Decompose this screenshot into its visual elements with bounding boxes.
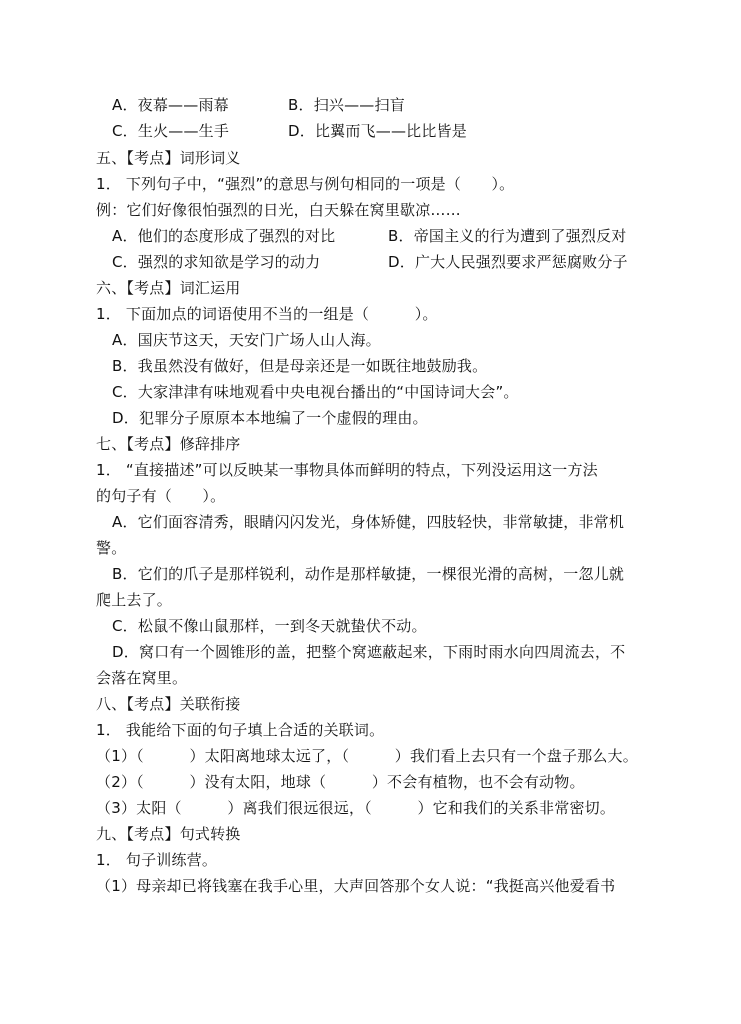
- fill-blank-item: （2）（ ）没有太阳，地球（ ）不会有植物，也不会有动物。: [96, 773, 585, 791]
- example-sentence: 例：它们好像很怕强烈的日光，白天躲在窝里歇凉……: [96, 201, 461, 219]
- question-text: 1． 句子训练营。: [96, 851, 218, 869]
- question-text: 1． “直接描述”可以反映某一事物具体而鲜明的特点，下列没运用这一方法: [96, 461, 598, 479]
- option-a-line: A．夜幕——雨幕: [112, 96, 229, 114]
- option-b-line: B．帝国主义的行为遭到了强烈反对: [388, 227, 627, 245]
- section-heading: 六、【考点】词汇运用: [96, 279, 241, 297]
- option-b-line: B．它们的爪子是那样锐利，动作是那样敏捷，一棵很光滑的高树，一忽儿就: [112, 565, 625, 583]
- section-heading: 五、【考点】词形词义: [96, 149, 241, 167]
- question-text: 1． 我能给下面的句子填上合适的关联词。: [96, 721, 385, 739]
- option-d-line: D．比翼而飞——比比皆是: [288, 122, 467, 140]
- option-a-line: A．他们的态度形成了强烈的对比: [112, 227, 336, 245]
- section-heading: 八、【考点】关联衔接: [96, 695, 241, 713]
- option-d-continued: 会落在窝里。: [96, 669, 188, 687]
- option-c-line: C．生火——生手: [112, 122, 230, 140]
- question-text-continued: 的句子有（ ）。: [96, 487, 226, 505]
- option-b-line: B．我虽然没有做好，但是母亲还是一如既往地鼓励我。: [112, 357, 488, 375]
- section-heading: 九、【考点】句式转换: [96, 825, 241, 843]
- option-d-line: D．广大人民强烈要求严惩腐败分子: [388, 253, 628, 271]
- section-heading: 七、【考点】修辞排序: [96, 435, 241, 453]
- option-d-line: D．犯罪分子原原本本地编了一个虚假的理由。: [112, 409, 428, 427]
- option-c-line: C．松鼠不像山鼠那样，一到冬天就蛰伏不动。: [112, 617, 427, 635]
- option-b-line: B．扫兴——扫盲: [288, 96, 405, 114]
- question-text: 1． 下面加点的词语使用不当的一组是（ ）。: [96, 305, 438, 323]
- option-b-continued: 爬上去了。: [96, 591, 173, 609]
- option-c-line: C．强烈的求知欲是学习的动力: [112, 253, 321, 271]
- sentence-item: （1）母亲却已将钱塞在我手心里，大声回答那个女人说：“我挺高兴他爱看书: [96, 877, 616, 895]
- fill-blank-item: （1）（ ）太阳离地球太远了，（ ）我们看上去只有一个盘子那么大。: [96, 747, 638, 765]
- question-text: 1． 下列句子中，“强烈”的意思与例句相同的一项是（ ）。: [96, 175, 515, 193]
- fill-blank-item: （3）太阳（ ）离我们很远很远，（ ）它和我们的关系非常密切。: [96, 799, 616, 817]
- option-a-line: A．它们面容清秀，眼睛闪闪发光，身体矫健，四肢轻快，非常敏捷，非常机: [112, 513, 625, 531]
- option-d-line: D．窝口有一个圆锥形的盖，把整个窝遮蔽起来，下雨时雨水向四周流去，不: [112, 643, 626, 661]
- option-c-line: C．大家津津有味地观看中央电视台播出的“中国诗词大会”。: [112, 383, 519, 401]
- option-a-continued: 警。: [96, 539, 127, 557]
- option-a-line: A．国庆节这天，天安门广场人山人海。: [112, 331, 381, 349]
